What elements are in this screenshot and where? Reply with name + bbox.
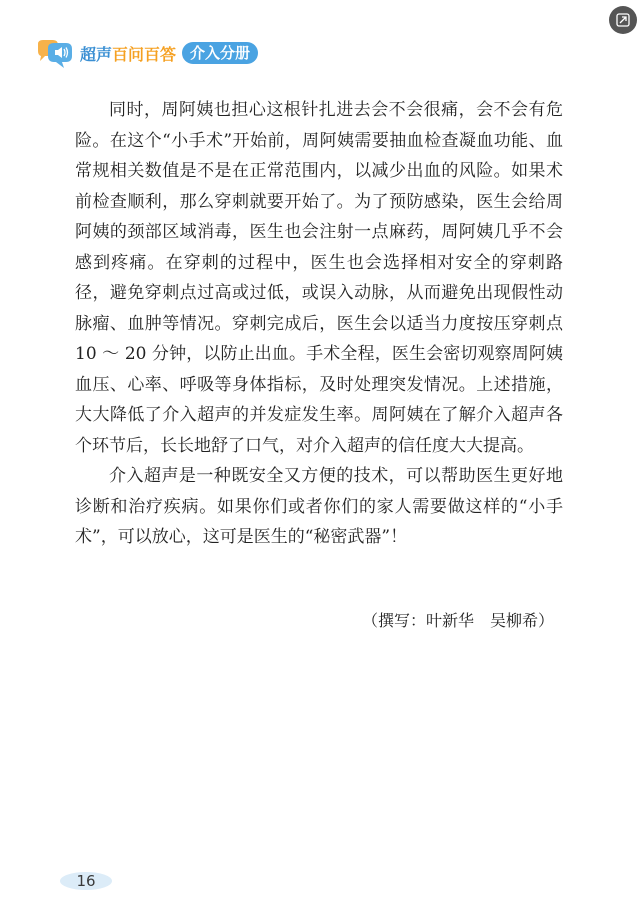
article-body — [75, 95, 563, 553]
expand-icon — [616, 13, 630, 27]
author-byline: （撰写：叶新华 吴柳希） — [361, 611, 554, 630]
page-header — [34, 38, 354, 70]
speech-bubbles-speaker-icon — [34, 38, 74, 70]
page-number-label: 16 — [76, 872, 96, 890]
section-badge: 介入分册 — [182, 42, 258, 64]
paragraph: 同时，周阿姨也担心这根针扎进去会不会很痛，会不会有危险。在这个“小手术”开始前，周阿姨需要抽血检查凝血功能、血常规相关数值是不是在正常范围内，以减少出血的风险。如果术前检查顺利，那么穿刺就要开始了。为了预防感染，医生会给周阿姨的颈部区域消毒，医生也会注射一点麻药，周阿姨几乎不会感到疼痛。在穿刺的过程中，医生也会选择相对安全的穿刺路径，避免穿刺点过高或过低，或误入动脉，从而避免出现假性动脉瘤、血肿等情况。穿刺完成后，医生会以适当力度按压穿刺点 10 ～ 20 分钟，以防止出血。手术全程，医生会密切观察周阿姨血压、心率、呼吸等身体指标，及时处理突发情况。上述措施，大大降低了介入超声的并发症发生率。周阿姨在了解介入超声各个环节后，长长地舒了口气，对介入超声的信任度大大提高。 — [75, 100, 563, 456]
paragraph: 介入超声是一种既安全又方便的技术，可以帮助医生更好地诊断和治疗疾病。如果你们或者你们的家人需要做这样的“小手术”，可以放心，这可是医生的“秘密武器”！ — [75, 466, 563, 547]
series-title: 超声百问百答 — [80, 45, 177, 64]
page-number — [60, 870, 112, 892]
expand-button[interactable] — [609, 6, 637, 34]
